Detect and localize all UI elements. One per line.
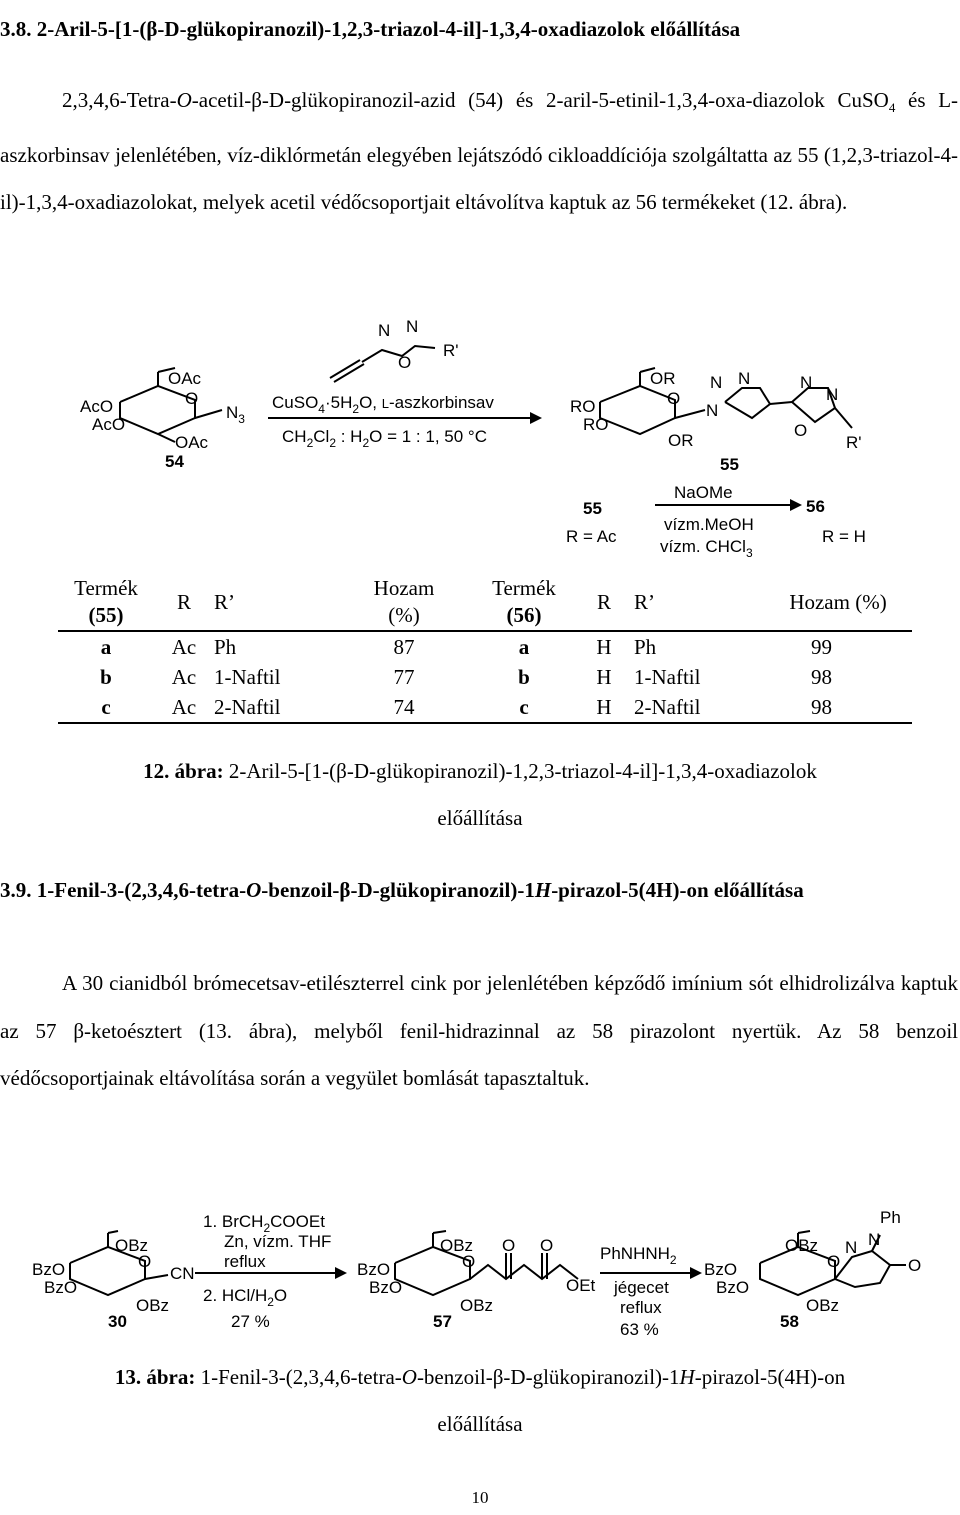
- figure-13-caption: [0, 1354, 960, 1448]
- text-run: H: [679, 1365, 695, 1389]
- table-row: [58, 631, 912, 662]
- substituent-label: BzO: [357, 1260, 391, 1279]
- atom-label: O: [667, 389, 681, 408]
- condition-line: PhNHNH$_2$: [600, 1244, 677, 1267]
- col-header: R: [176, 589, 191, 614]
- substituent-label: BzO: [716, 1278, 750, 1297]
- substituent-label: OBz: [785, 1236, 819, 1255]
- substituent-label: OAc: [168, 369, 202, 388]
- compound-number: 56: [806, 497, 825, 516]
- cell-r: Ac: [171, 665, 197, 689]
- yield-table: [58, 574, 912, 724]
- condition-line: reflux: [620, 1298, 662, 1317]
- cell-rprime: Ph: [214, 635, 237, 659]
- cell-rprime: 2-Naftil: [214, 695, 281, 719]
- section-3-8-title: [0, 6, 958, 53]
- substituent-label: OBz: [460, 1296, 494, 1315]
- title-part: -glükopiranozil)-1,2,3-triazol-4-il]-1,3,4-oxadiazolok előállítása: [179, 17, 741, 41]
- compound-number: 54: [165, 452, 184, 471]
- cell-product: a: [518, 635, 530, 659]
- title-part: -benzoil-β-: [261, 878, 358, 902]
- text-run: L: [938, 88, 952, 112]
- text-run: -pirazol-5(4H)-on: [694, 1365, 846, 1389]
- text-run: -glükopiranozil)-1: [525, 1365, 680, 1389]
- compound-number: 55: [583, 499, 602, 518]
- substituent-label: BzO: [704, 1260, 738, 1279]
- text-run: D: [510, 1365, 526, 1389]
- cell-product: b: [100, 665, 112, 689]
- cell-yield: 87: [393, 635, 415, 659]
- text-run: O: [401, 1365, 417, 1389]
- atom-label: N: [868, 1230, 881, 1249]
- text-run: -glükopiranozil)-1,2,3-triazol-4-il]-1,3,4-oxadiazolok: [369, 759, 817, 783]
- text-run: 2,3,4,6-Tetra-: [62, 88, 177, 112]
- title-part: 1-Fenil-3-(2,3,4,6-tetra-: [36, 878, 247, 902]
- substituent-label: RO: [583, 415, 609, 434]
- text-run: -benzoil-β-: [416, 1365, 511, 1389]
- substituent-label: AcO: [80, 397, 114, 416]
- atom-label: O: [827, 1252, 841, 1271]
- azide-label: $N_3$: [226, 403, 245, 426]
- figure-12-caption: [0, 748, 960, 842]
- cell-rprime: Ph: [634, 635, 657, 659]
- text-run: előállítása: [437, 806, 523, 830]
- substituent-label: OBz: [806, 1296, 840, 1315]
- cell-rprime: 1-Naftil: [634, 665, 701, 689]
- substituent-label: OBz: [440, 1236, 474, 1255]
- pyranose-ring-54: [120, 386, 195, 434]
- section-3-9-title: [0, 867, 958, 914]
- condition-line: reflux: [224, 1252, 266, 1271]
- text-run: 1-Fenil-3-(2,3,4,6-tetra-: [195, 1365, 402, 1389]
- atom-label: N: [706, 401, 719, 420]
- condition-line: Zn, vízm. THF: [224, 1232, 332, 1251]
- pyranose-ring-55: [600, 386, 675, 434]
- col-header: Termék (55): [74, 576, 138, 627]
- substituent-label: BzO: [369, 1278, 403, 1297]
- substituent-label: R': [443, 341, 459, 360]
- page-number: 10: [471, 1488, 489, 1507]
- arrow-head: [690, 1267, 702, 1279]
- cell-rprime: 1-Naftil: [214, 665, 281, 689]
- col-header: R’: [634, 589, 655, 614]
- substituent-label: BzO: [32, 1260, 66, 1279]
- substituent-label: OEt: [566, 1276, 596, 1295]
- reaction-scheme-12: [0, 300, 960, 570]
- substituent-label: OAc: [175, 433, 209, 452]
- cell-yield: 74: [393, 695, 415, 719]
- text-run: D: [353, 759, 370, 783]
- atom-label: O: [185, 389, 199, 408]
- cell-yield: 98: [811, 665, 832, 689]
- substituent-label: RO: [570, 397, 596, 416]
- text-run: O: [176, 88, 192, 112]
- cell-r: H: [596, 635, 612, 659]
- col-header: R: [596, 589, 611, 614]
- condition-line-2: $CH_2Cl_2$ : $H_2O = 1$ : 1, 50 °C: [282, 427, 487, 450]
- substituent-label: OBz: [136, 1296, 170, 1315]
- substituent-label: BzO: [44, 1278, 78, 1297]
- cell-yield: 99: [811, 635, 832, 659]
- atom-label: O: [462, 1252, 476, 1271]
- substituent-label: OR: [650, 369, 676, 388]
- atom-label: O: [908, 1256, 922, 1275]
- caption-label: 12. ábra:: [143, 759, 224, 783]
- cell-yield: 77: [393, 665, 415, 689]
- condition-line: jégecet: [614, 1278, 669, 1297]
- atom-label: N: [845, 1238, 858, 1257]
- table-row: [58, 662, 912, 692]
- col-header: Hozam (%): [373, 576, 435, 627]
- reagent-label: NaOMe: [674, 483, 733, 502]
- table-row: [58, 692, 912, 723]
- atom-label: CN: [170, 1264, 195, 1283]
- substituent-label: R': [846, 433, 862, 452]
- substituent-label: OBz: [115, 1236, 149, 1255]
- condition-label: vízm.MeOH: [664, 515, 754, 534]
- atom-label: O: [138, 1252, 152, 1271]
- col-header: Termék (56): [492, 576, 556, 627]
- title-part: D: [164, 17, 180, 41]
- cell-r: Ac: [171, 695, 197, 719]
- arrow-head: [790, 499, 802, 511]
- atom-label: O: [794, 421, 808, 440]
- table-header-row: [58, 574, 912, 631]
- arrow-head: [335, 1267, 347, 1279]
- yield-label: 63 %: [620, 1320, 659, 1339]
- text-run: -aszkorbinsav jelenlétében, víz-diklórmetán elegyében lejátszódó cikloaddíciója szolgáltatta az 55 (1,2,3-triazol-4-il)-1,3,4-oxadiazolokat, melyek acetil védőcsoportjait eltávolítva kaptuk az 56 termékeket (12. ábra).: [0, 88, 959, 215]
- r-group-definition: R = H: [822, 527, 866, 546]
- atom-label: N: [378, 321, 391, 340]
- condition-line-1: $CuSO_4\cdot 5H_2O$, L-aszkorbinsav: [272, 393, 494, 416]
- compound-number: 57: [433, 1312, 452, 1331]
- title-part: O: [246, 878, 262, 902]
- text-run: -acetil-β-: [191, 88, 269, 112]
- cell-product: b: [518, 665, 530, 689]
- text-run: A 30 cianidból brómecetsav-etilészterrel cink por jelenlétében képződő imínium sót elhidrolizálva kaptuk az 57 β-ketoésztert (13. ábra), melyből fenil-hidrazinnal az 58 pirazolont nyertük. Az 58 benzoil védőcsoportjainak eltávolítása során a vegyület bomlását tapasztaltuk.: [0, 971, 958, 1090]
- compound-number: 55: [720, 455, 739, 474]
- title-part: D: [357, 878, 373, 902]
- atom-label: N: [800, 373, 813, 392]
- substituent-label: Ph: [880, 1208, 901, 1227]
- substituent-label: AcO: [92, 415, 126, 434]
- subscript: 4: [888, 100, 896, 116]
- text-run: -glükopiranozil-azid (54) és 2-aril-5-etinil-1,3,4-oxa-diazolok CuSO: [284, 88, 889, 112]
- atom-label: O: [502, 1236, 516, 1255]
- text-run: D: [268, 88, 285, 112]
- text-run: és: [895, 88, 939, 112]
- compound-number: 58: [780, 1312, 799, 1331]
- arrow-head: [530, 412, 542, 424]
- cell-product: c: [519, 695, 529, 719]
- cell-product: a: [100, 635, 112, 659]
- condition-line: 2. HCl/$H_2O$: [203, 1286, 288, 1309]
- atom-label: O: [398, 353, 412, 372]
- atom-label: N: [710, 373, 723, 392]
- r-group-definition: R = Ac: [566, 527, 617, 546]
- atom-label: O: [540, 1236, 554, 1255]
- col-header: Hozam (%): [789, 589, 887, 614]
- title-part: 2-Aril-5-[1-(β-: [36, 17, 165, 41]
- condition-label: vízm. CHCl$_3$: [660, 537, 753, 560]
- compound-number: 30: [108, 1312, 127, 1331]
- paragraph-2: [0, 960, 958, 1103]
- cell-r: H: [596, 695, 612, 719]
- atom-label: N: [406, 317, 419, 336]
- yield-label: 27 %: [231, 1312, 270, 1331]
- caption-label: 13. ábra:: [114, 1365, 196, 1389]
- section-number: 3.8.: [0, 17, 32, 41]
- pyrazolone-ring: [835, 1251, 890, 1287]
- cell-r: H: [596, 665, 612, 689]
- substituent-label: OR: [668, 431, 694, 450]
- atom-label: N: [738, 369, 751, 388]
- reaction-scheme-13: [0, 1195, 960, 1345]
- paragraph-1: [0, 77, 958, 227]
- cell-product: c: [101, 695, 111, 719]
- title-part: -pirazol-5(4H)-on előállítása: [551, 878, 804, 902]
- title-part: -glükopiranozil)-1: [372, 878, 535, 902]
- title-part: H: [534, 878, 552, 902]
- atom-label: N: [826, 385, 839, 404]
- text-run: előállítása: [437, 1412, 523, 1436]
- cell-yield: 98: [811, 695, 832, 719]
- col-header: R’: [214, 589, 235, 614]
- section-number: 3.9.: [0, 878, 32, 902]
- condition-line: 1. BrCH$_2$COOEt: [203, 1212, 325, 1235]
- triazole-ring: [725, 388, 770, 418]
- cell-r: Ac: [171, 635, 197, 659]
- text-run: 2-Aril-5-[1-(β-: [223, 759, 354, 783]
- cell-rprime: 2-Naftil: [634, 695, 701, 719]
